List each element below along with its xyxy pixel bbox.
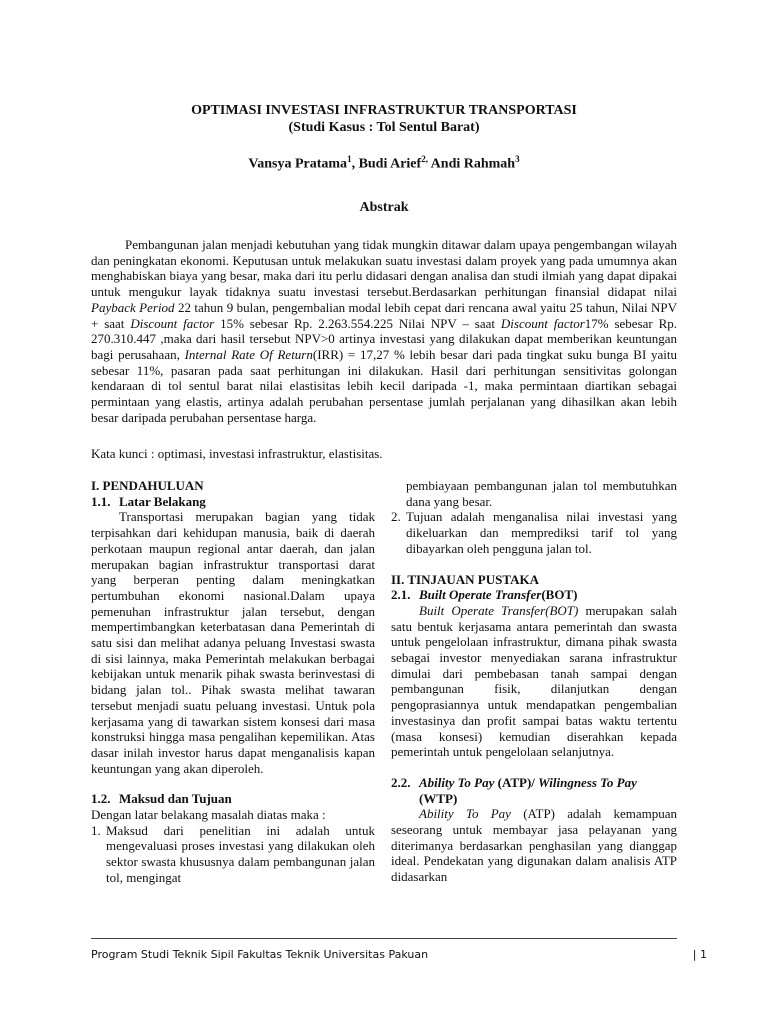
keywords: Kata kunci : optimasi, investasi infrastruktur, elastisitas. [91, 446, 383, 461]
footer-institution: Program Studi Teknik Sipil Fakultas Teknik Universitas Pakuan [91, 948, 429, 961]
author-affiliation: 3 [515, 154, 520, 164]
abstract-heading: Abstrak [359, 199, 409, 215]
author-affiliation: 1 [347, 154, 352, 164]
abstract-body [91, 237, 677, 425]
author-name: Budi Arief [358, 156, 422, 172]
body-paragraph: Built Operate Transfer(BOT) merupakan salah satu bentuk kerjasama antara pemerintah dan swasta untuk pengelolaan infrastruktur, dimana pihak swasta sebagai investor menyediakan sarana infrastruktur dimulai dari pembebasan tanah sampai dengan pembangunan fisik, dilanjutkan dengan pengoprasiannya untuk mendapatkan pengembalian investasinya dan profit sampai batas waktu tertentu (masa konsesi) kemudian diserahkan kepada pemerintah untuk pengelolaan selanjutnya. [391, 602, 678, 760]
body-paragraph: Ability To Pay (ATP) adalah kemampuan seseorang untuk membayar jasa pelayanan yang diterimanya berdasarkan penghasilan yang dianggap ideal. Pendekatan yang digunakan dalam analisis ATP didasarkan [391, 806, 678, 885]
section-heading: II. TINJAUAN PUSTAKA [391, 571, 539, 587]
paper-title: OPTIMASI INVESTASI INFRASTRUKTUR TRANSPORTASI [191, 103, 577, 118]
subsection-heading: 1.2. Maksud dan Tujuan [91, 791, 232, 807]
body-paragraph: Dengan latar belakang masalah diatas maka : [91, 807, 326, 823]
author-name: Andi Rahmah [430, 156, 516, 172]
page-number: | 1 [692, 948, 707, 961]
footer-divider [91, 938, 677, 939]
subsection-heading: 1.1. Latar Belakang [91, 493, 206, 509]
author-name: Vansya Pratama [248, 156, 348, 172]
abstract-paragraph: Pembangunan jalan menjadi kebutuhan yang tidak mungkin ditawar dalam upaya pengembangan wilayah dan peningkatan ekonomi. Keputusan untuk melakukan suatu investasi dalam proyek yang pada umumnya akan menghabiskan biaya yang besar, maka dari itu perlu didasari dengan analisa dan studi ilmiah yang dapat dipakai untuk mengukur layak tidaknya suatu investasi tersebut.Berdasarkan perhitungan finansial didapat nilai Payback Period 22 tahun 9 bulan, pengembalian modal lebih cepat dari rencana awal yaitu 25 tahun, Nilai NPV + saat Discount factor 15% sebesar Rp. 2.263.554.225 Nilai NPV – saat Discount factor17% sebesar Rp. 270.310.447 ,maka dari hasil tersebut NPV>0 artinya investasi yang dilakukan dapat memberikan keuntungan bagi perusahaan, Internal Rate Of Return(IRR) = 17,27 % lebih besar dari pada tingkat suku bunga BI yaitu sebesar 11%, pasaran pada saat perhitungan ini dilakukan. Hasil dari perhitungan sensitivitas golongan kendaraan di tol sentul barat nilai elastisitas lebih kecil daripada -1, maka permintaan diartikan sebagai permintaan yang elastis, artinya adalah perubahan persentase jumlah perjalanan yang dihasilkan akan lebih besar daripada perubahan persentase harga. [91, 237, 678, 425]
title-block [0, 102, 768, 216]
subsection-heading: 2.1. Built Operate Transfer(BOT) [391, 587, 578, 603]
body-paragraph: Transportasi merupakan bagian yang tidak terpisahkan dari kehidupan manusia, baik di daerah perkotaan maupun regional antar daerah, dan jalan merupakan bagian infrastruktur transportasi darat yang berperan penting dalam meningkatkan pertumbuhan ekonomi nasional.Dalam upaya pemenuhan infrastruktur jalan tersebut, dengan mempertimbangkan keterbatasan dana Pemerintah di satu sisi dan melihat adanya peluang Investasi swasta di sisi lainnya, maka Pemerintah melakukan berbagai kebijakan untuk menarik pihak swasta berinvestasi di bidang jalan tol.. Pihak swasta melihat tawaran tersebut menjadi suatu peluang investasi. Untuk pola kerjasama yang di tawarkan sistem konsesi dari masa konstruksi hingga masa pengalihan kepemilikan. Atas dasar inilah investor harus dapat menganalisis kapan keuntungan yang akan diperoleh. [91, 509, 375, 776]
left-column [91, 478, 375, 886]
paper-subtitle: (Studi Kasus : Tol Sentul Barat) [288, 120, 480, 135]
subsection-heading: 2.2. Ability To Pay (ATP)/ Wilingness To Pay (WTP) [391, 774, 637, 806]
section-heading: I. PENDAHULUAN [91, 478, 204, 493]
list-item: 1. Maksud dari penelitian ini adalah untuk mengevaluasi proses investasi yang dilakukan oleh sektor swasta khususnya dalam pembangunan jalan tol, mengingat [91, 822, 375, 885]
page-footer [91, 948, 707, 961]
list-item-continuation: pembiayaan pembangunan jalan tol membutuhkan dana yang besar. [406, 478, 677, 509]
list-item: 2. Tujuan adalah menganalisa nilai investasi yang dikeluarkan dan memprediksi tarif tol yang dibayarkan oleh pengguna jalan tol. [391, 509, 677, 556]
author-list: Vansya Pratama$^1$, Budi Arief$^{2,}$ Andi Rahmah$^3$ [248, 154, 520, 172]
author-affiliation: 2, [421, 154, 428, 164]
right-column [391, 478, 677, 885]
